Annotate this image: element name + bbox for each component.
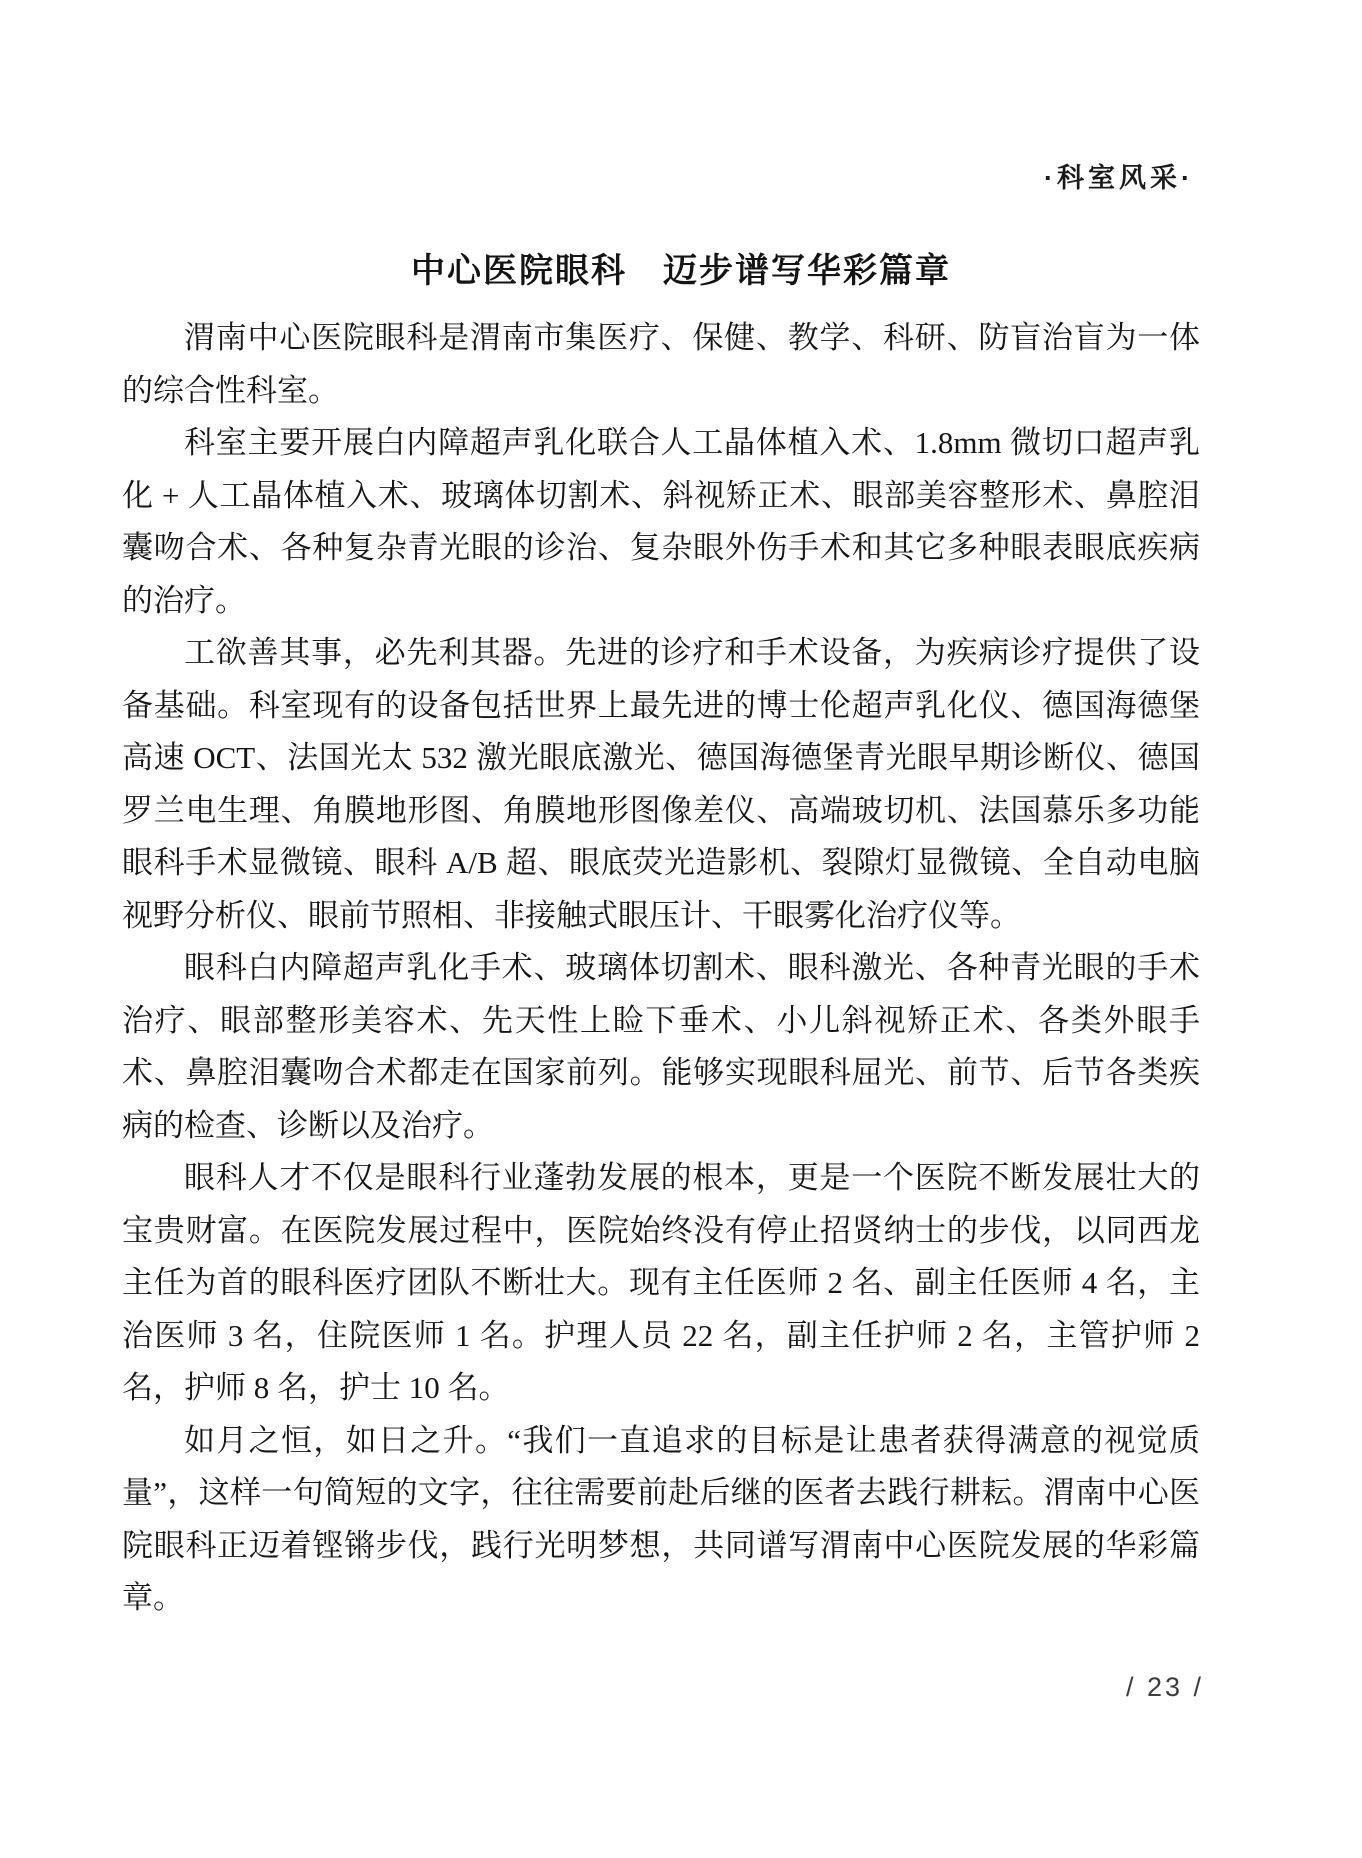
- section-header: ·科室风采·: [1044, 163, 1194, 193]
- paragraph-achievements: 眼科白内障超声乳化手术、玻璃体切割术、眼科激光、各种青光眼的手术治疗、眼部整形美容术、先天性上睑下垂术、小儿斜视矫正术、各类外眼手术、鼻腔泪囊吻合术都走在国家前列。能够实现眼科屈光、前节、后节各类疾病的检查、诊断以及治疗。: [122, 950, 1200, 1143]
- page-number: / 23 /: [1126, 1672, 1205, 1702]
- paragraph-surgeries: 科室主要开展白内障超声乳化联合人工晶体植入术、1.8mm 微切口超声乳化 + 人工晶体植入术、玻璃体切割术、斜视矫正术、眼部美容整形术、鼻腔泪囊吻合术、各种复杂青光眼的诊治、复杂眼外伤手术和其它多种眼表眼底疾病的治疗。: [122, 425, 1200, 618]
- paragraph-staff: 眼科人才不仅是眼科行业蓬勃发展的根本，更是一个医院不断发展壮大的宝贵财富。在医院发展过程中，医院始终没有停止招贤纳士的步伐，以同西龙主任为首的眼科医疗团队不断壮大。现有主任医师 2 名、副主任医师 4 名，主治医师 3 名，住院医师 1 名。护理人员 22 名，副主任护师 2 名，主管护师 2 名，护师 8 名，护士 10 名。: [122, 1160, 1200, 1405]
- paragraph-intro: 渭南中心医院眼科是渭南市集医疗、保健、教学、科研、防盲治盲为一体的综合性科室。: [122, 320, 1200, 408]
- article-title: 中心医院眼科 迈步谱写华彩篇章: [411, 253, 951, 290]
- paragraph-equipment: 工欲善其事，必先利其器。先进的诊疗和手术设备，为疾病诊疗提供了设备基础。科室现有的设备包括世界上最先进的博士伦超声乳化仪、德国海德堡高速 OCT、法国光太 532 激光眼底激光、德国海德堡青光眼早期诊断仪、德国罗兰电生理、角膜地形图、角膜地形图像差仪、高端玻切机、法国慕乐多功能眼科手术显微镜、眼科 A/B 超、眼底荧光造影机、裂隙灯显微镜、全自动电脑视野分析仪、眼前节照相、非接触式眼压计、干眼雾化治疗仪等。: [122, 635, 1200, 933]
- article-body: [122, 312, 1200, 1625]
- paragraph-closing: 如月之恒，如日之升。“我们一直追求的目标是让患者获得满意的视觉质量”，这样一句简短的文字，往往需要前赴后继的医者去践行耕耘。渭南中心医院眼科正迈着铿锵步伐，践行光明梦想，共同谱写渭南中心医院发展的华彩篇章。: [122, 1422, 1200, 1615]
